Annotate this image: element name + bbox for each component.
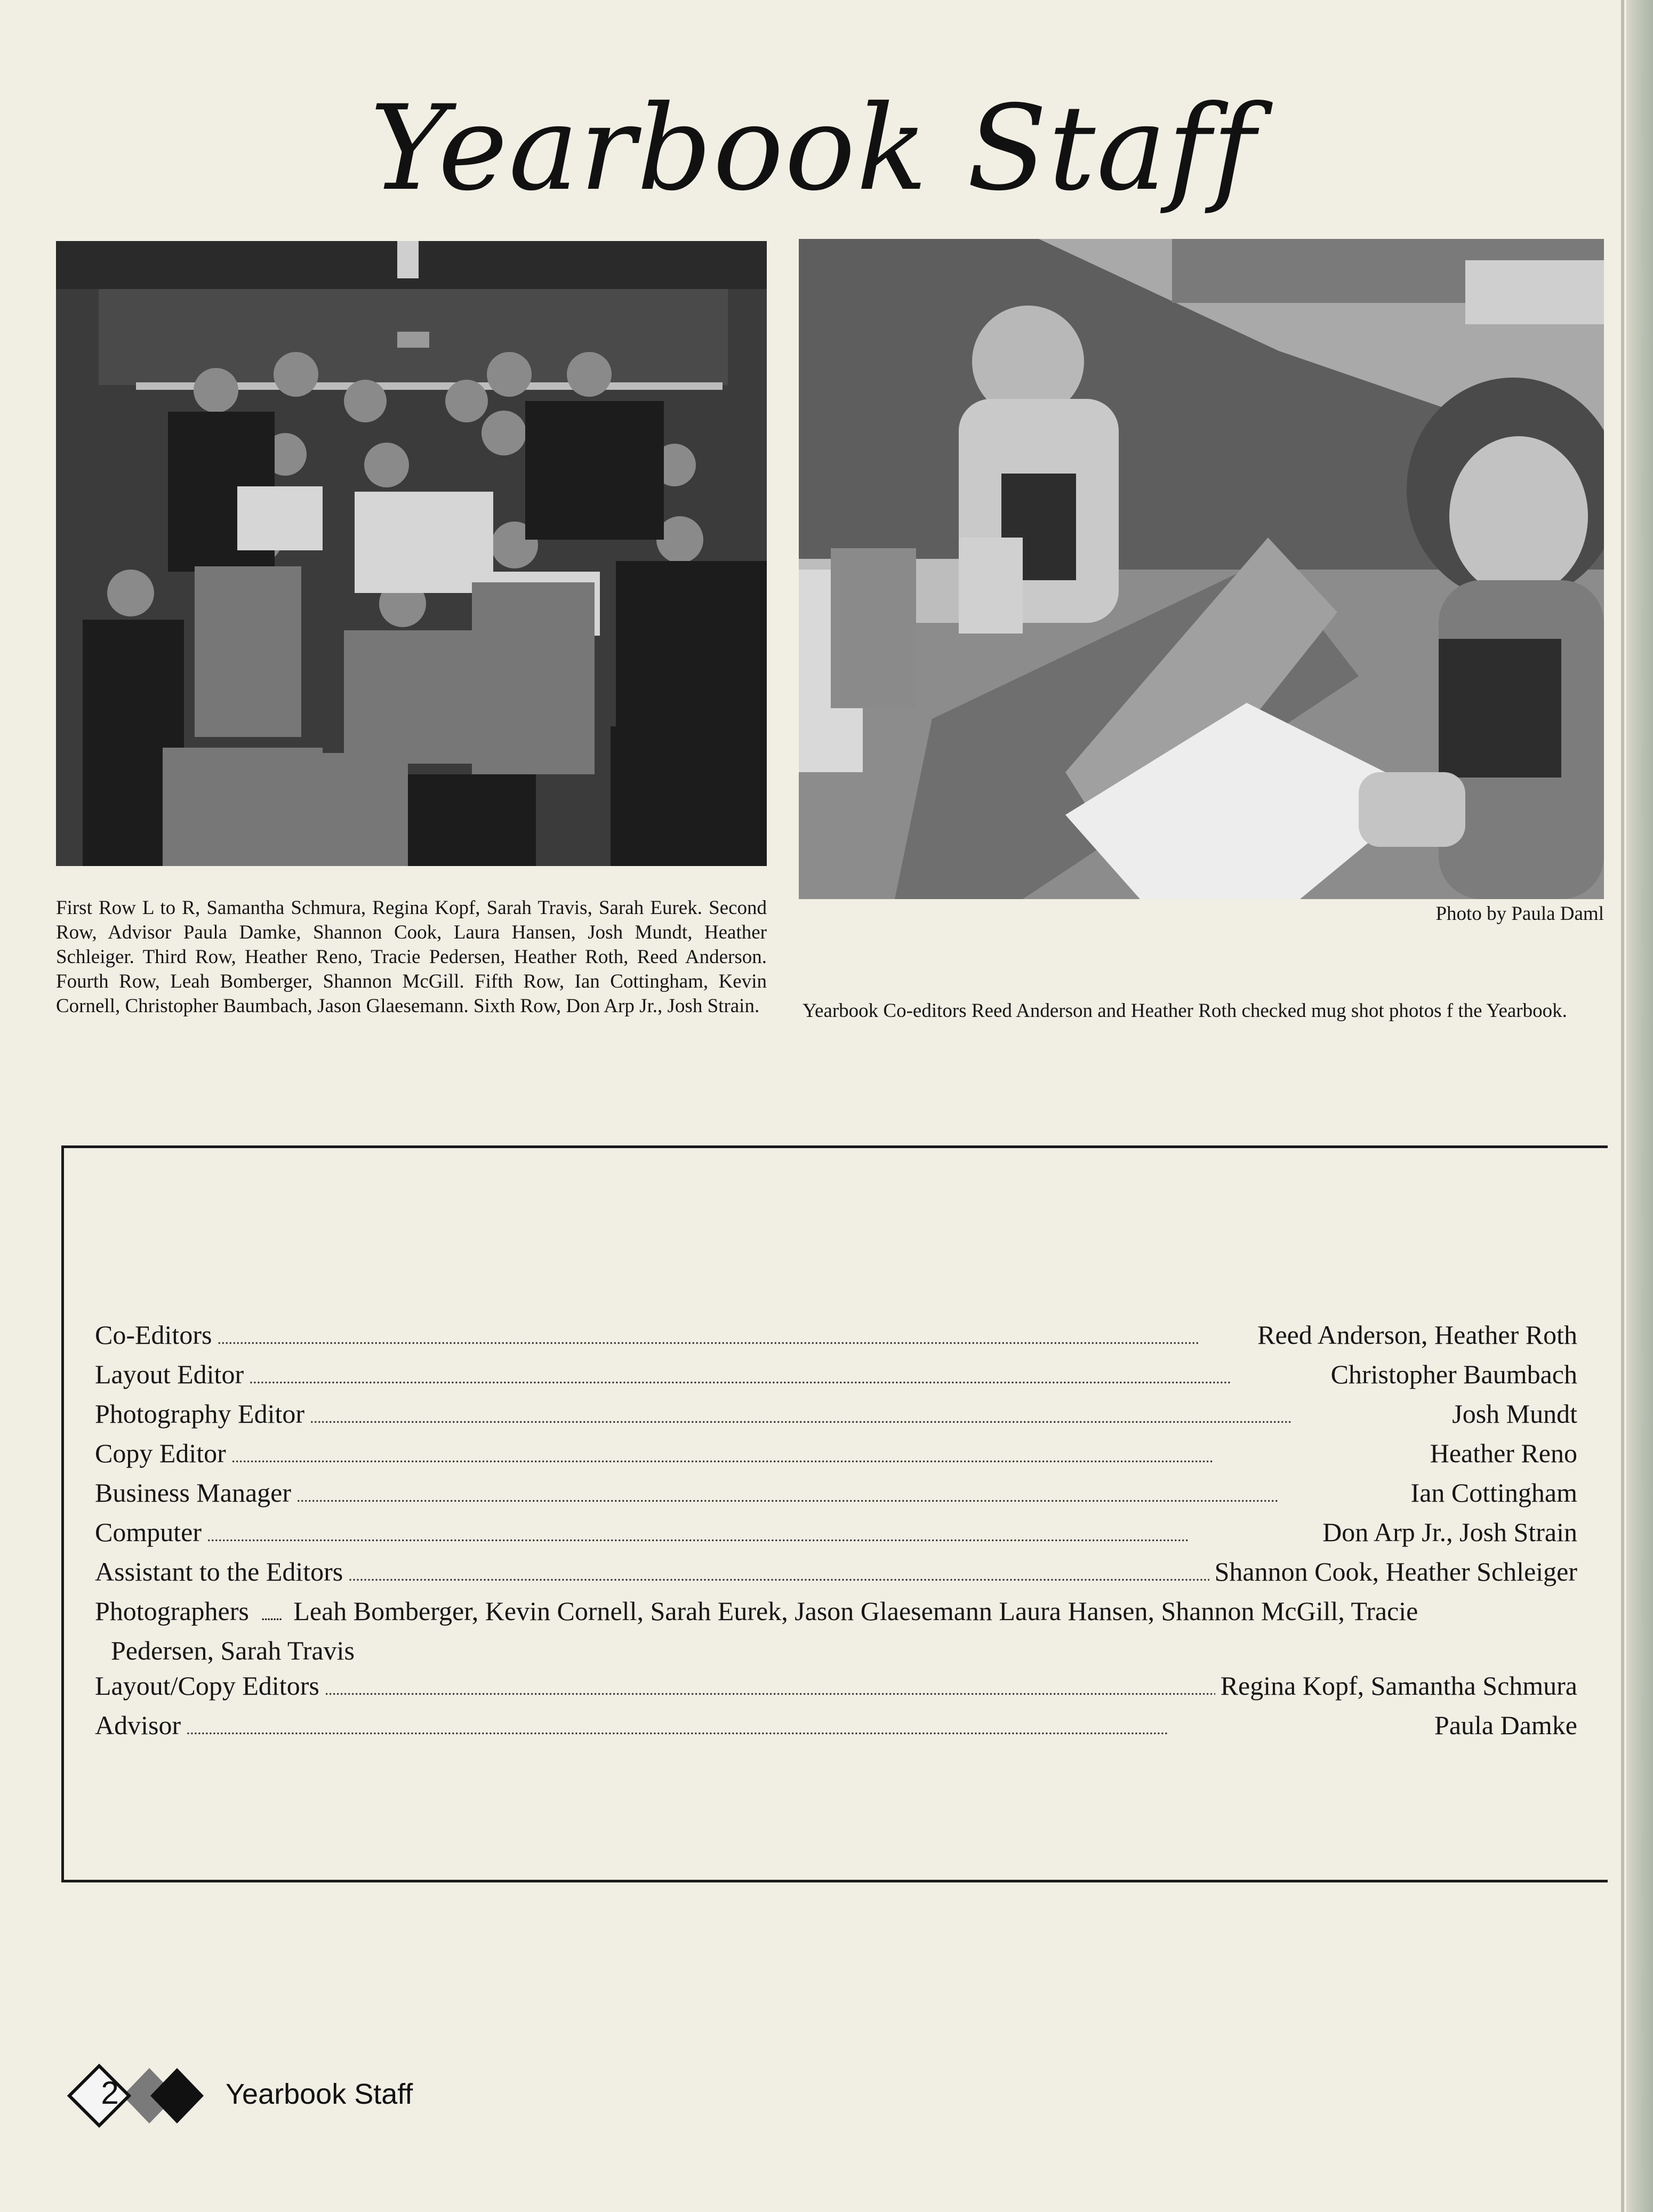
staff-row: [95, 1708, 1577, 1747]
staff-role: Copy Editor: [95, 1438, 226, 1468]
staff-list: [95, 1317, 1577, 1747]
dot-leader: [325, 1668, 1215, 1708]
staff-row: [95, 1317, 1577, 1357]
dot-leader: [296, 1475, 1406, 1514]
page-title: Yearbook Staff: [370, 80, 1257, 217]
staff-row: [95, 1436, 1577, 1475]
staff-row: [95, 1514, 1577, 1554]
staff-names: Shannon Cook, Heather Schleiger: [1214, 1557, 1577, 1586]
group-photo-caption: First Row L to R, Samantha Schmura, Regina Kopf, Sarah Travis, Sarah Eurek. Second Row, Advisor Paula Damke, Shannon Cook, Laura Hansen, Josh Mundt, Heather Schleiger. Third Row, Heather Reno, Tracie Pedersen, Heather Roth, Reed Anderson. Fourth Row, Leah Bomberger, Shannon McGill. Fifth Row, Ian Cottingham, Kevin Cornell, Christopher Baumbach, Jason Glaesemann. Sixth Row, Don Arp Jr., Josh Strain.: [56, 897, 767, 1017]
page-spine: [1626, 0, 1653, 2212]
staff-names: Leah Bomberger, Kevin Cornell, Sarah Eurek, Jason Glaesemann Laura Hansen, Shannon McGill, Tracie: [293, 1596, 1418, 1626]
page-spine-edge: [1621, 0, 1624, 2212]
staff-role: Computer: [95, 1517, 202, 1547]
dot-leader: [217, 1317, 1252, 1357]
staff-row-photographers: [95, 1593, 1577, 1668]
group-photo: [56, 241, 767, 866]
dot-leader: .......: [261, 1606, 282, 1624]
staff-role: Photographers: [95, 1596, 249, 1626]
staff-role: Layout Editor: [95, 1359, 244, 1389]
dot-leader: [348, 1554, 1209, 1593]
dot-leader: [186, 1708, 1429, 1747]
staff-row: [95, 1396, 1577, 1436]
editors-photo-image: [799, 239, 1604, 899]
staff-role: Assistant to the Editors: [95, 1557, 343, 1586]
dot-leader: [310, 1396, 1447, 1436]
staff-row: [95, 1475, 1577, 1514]
dot-leader: [231, 1436, 1425, 1475]
staff-row: [95, 1668, 1577, 1708]
diamond-ornament-icon: [63, 2064, 212, 2128]
staff-role: Photography Editor: [95, 1399, 305, 1429]
page-number: 2: [101, 2075, 119, 2111]
group-photo-image: [56, 241, 767, 866]
staff-names: Ian Cottingham: [1410, 1478, 1577, 1508]
staff-names: Josh Mundt: [1452, 1399, 1577, 1429]
staff-names: Paula Damke: [1434, 1710, 1577, 1740]
staff-names-continued: Pedersen, Sarah Travis: [111, 1636, 355, 1665]
staff-names: Christopher Baumbach: [1330, 1359, 1577, 1389]
staff-names: Heather Reno: [1430, 1438, 1577, 1468]
dot-leader: [207, 1514, 1317, 1554]
photo-credit: Photo by Paula Daml: [1435, 903, 1604, 925]
staff-row: [95, 1357, 1577, 1396]
staff-names: Reed Anderson, Heather Roth: [1257, 1320, 1577, 1350]
editors-photo: [799, 239, 1604, 899]
editors-photo-caption: Yearbook Co-editors Reed Anderson and Heather Roth checked mug shot photos f the Yearbook.: [803, 1000, 1567, 1022]
staff-role: Co-Editors: [95, 1320, 212, 1350]
staff-role: Layout/Copy Editors: [95, 1671, 319, 1701]
staff-row: [95, 1554, 1577, 1593]
staff-names: Don Arp Jr., Josh Strain: [1322, 1517, 1577, 1547]
staff-role: Advisor: [95, 1710, 181, 1740]
dot-leader: [249, 1357, 1325, 1396]
staff-role: Business Manager: [95, 1478, 291, 1508]
staff-names: Regina Kopf, Samantha Schmura: [1220, 1671, 1577, 1701]
footer-section-label: Yearbook Staff: [226, 2078, 413, 2110]
